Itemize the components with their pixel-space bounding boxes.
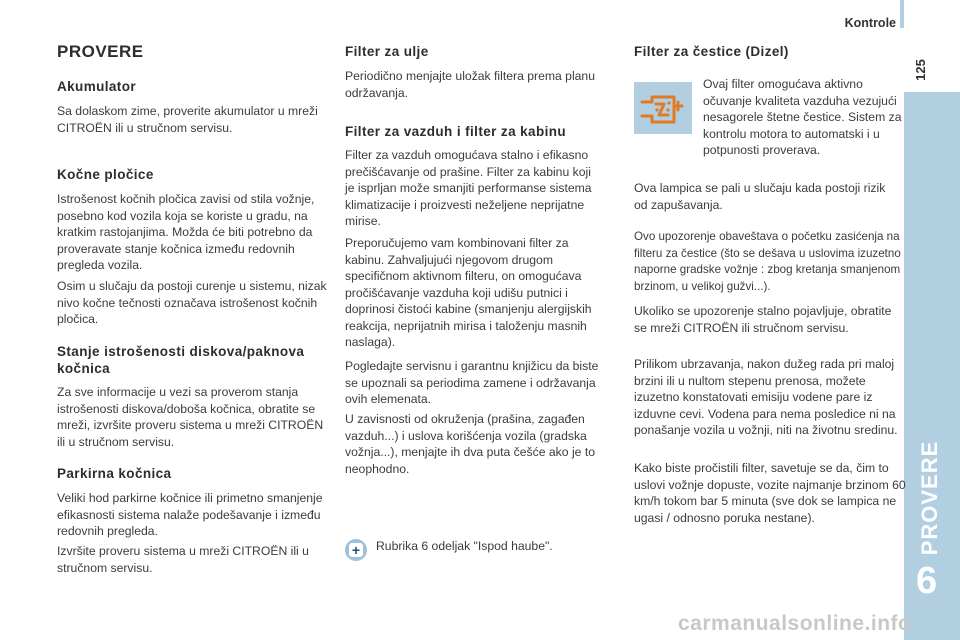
diskovi-heading: Stanje istrošenosti diskova/paknova kočnica bbox=[57, 344, 305, 376]
dizel-heading: Filter za čestice (Dizel) bbox=[634, 44, 789, 59]
watermark: carmanualsonline.info bbox=[678, 612, 912, 635]
kocne-text-1: Istrošenost kočnih pločica zavisi od stila vožnje, posebno kod vozila koja se koriste u gradu, na kratkim rastojanjima. Možda će biti potrebno da proveravate stanje kočnica između redovnih pregleda vozila. bbox=[57, 192, 315, 272]
header-rule bbox=[900, 0, 904, 28]
parkirna-text-2: Izvršite proveru sistema u mreži CITROËN ili u stručnom servisu. bbox=[57, 544, 309, 575]
particle-filter-icon-graphic bbox=[634, 82, 692, 134]
ulje-heading: Filter za ulje bbox=[345, 44, 429, 59]
parkirna-text-1: Veliki hod parkirne kočnice ili primetno smanjenje efikasnosti sistema nalaže podešavanje i između redovnih pregleda. bbox=[57, 491, 323, 538]
vazduh-heading: Filter za vazduh i filter za kabinu bbox=[345, 124, 567, 139]
page-title: PROVERE bbox=[57, 42, 144, 61]
plus-icon-glyph: + bbox=[349, 543, 363, 557]
header-title: Kontrole bbox=[844, 16, 896, 30]
kocne-heading: Kočne pločice bbox=[57, 167, 154, 182]
dizel-text-6: Kako biste pročistili filter, savetuje se da, čim to uslovi vožnje dopuste, vozite najmanje brzinom 60 km/h tokom bar 5 minuta (sve dok se lampica ne ugasi / odnosno poruka nestane). bbox=[634, 461, 906, 525]
parkirna-heading: Parkirna kočnica bbox=[57, 466, 172, 481]
dizel-text-3: Ovo upozorenje obaveštava o početku zasićenja na filteru za čestice (što se dešava u uslovima izuzetno naporne gradske vožnje : zbog kretanja smanjenom brzinom, u velikoj gužvi...). bbox=[634, 230, 901, 293]
kocne-text-2: Osim u slučaju da postoji curenje u sistemu, nizak nivo kočne tečnosti označava istrošenost kočnih pločica. bbox=[57, 279, 327, 326]
vazduh-text-4: U zavisnosti od okruženja (prašina, zagađen vazduh...) i uslova korišćenja vozila (gradska vožnja...), menjajte ih dva puta češće ako je to neophodno. bbox=[345, 412, 595, 476]
page-number: 125 bbox=[913, 59, 928, 81]
dizel-text-2: Ova lampica se pali u slučaju kada postoji rizik od zapušavanja. bbox=[634, 181, 886, 212]
vazduh-text-1: Filter za vazduh omogućava stalno i efikasno prečišćavanje od prašine. Filter za kabinu koji je isprljan može smanjiti performanse sistema klimatizacije i proizvesti neželjene neprijatne mirise. bbox=[345, 148, 592, 228]
akumulator-heading: Akumulator bbox=[57, 79, 137, 94]
sidebar-section-title: PROVERE bbox=[917, 440, 942, 556]
vazduh-text-2: Preporučujemo vam kombinovani filter za kabinu. Zahvaljujući njegovom drugom specifičnom aktivnom filteru, on omogućava pročišćavanje vazduha koji udišu putnici i doprinosi čistoći kabine (smanjenju alergijskih reakcija, neprijatnih mirisa i taloženju masnih naslaga). bbox=[345, 236, 592, 349]
akumulator-text: Sa dolaskom zime, proverite akumulator u mreži CITROËN ili u stručnom servisu. bbox=[57, 104, 318, 135]
note-text: Rubrika 6 odeljak "Ispod haube". bbox=[376, 539, 553, 553]
dizel-text-4: Ukoliko se upozorenje stalno pojavljuje, obratite se mreži CITROËN ili stručnom servisu. bbox=[634, 304, 892, 335]
dizel-text-5: Prilikom ubrzavanja, nakon dužeg rada pri maloj brzini ili u nultom stepenu prenosa, možete izuzetno konstatovati emisiju vodene pare iz izduvne cevi. Vodena para nema posledice ni na ponašanje vozila u vožnji, niti na životnu sredinu. bbox=[634, 357, 898, 437]
particle-filter-warning-icon bbox=[634, 82, 692, 134]
chapter-number: 6 bbox=[916, 560, 938, 602]
dizel-text-intro: Ovaj filter omogućava aktivno očuvanje kvaliteta vazduha vezujući nesagorele štetne čestice. Sistem za kontrolu motora to automatski i u potpunosti proverava. bbox=[703, 77, 902, 157]
plus-icon bbox=[345, 539, 367, 561]
diskovi-text: Za sve informacije u vezi sa proverom stanja istrošenosti diskova/doboša kočnica, obratite se mreži, izvršite proveru sistema u mreži CITROËN ili u stručnom servisu. bbox=[57, 385, 324, 449]
vazduh-text-3: Pogledajte servisnu i garantnu knjižicu da biste se upoznali sa periodima zamene i održavanja ovih elemenata. bbox=[345, 359, 599, 406]
ulje-text: Periodično menjajte uložak filtera prema planu održavanja. bbox=[345, 69, 595, 100]
